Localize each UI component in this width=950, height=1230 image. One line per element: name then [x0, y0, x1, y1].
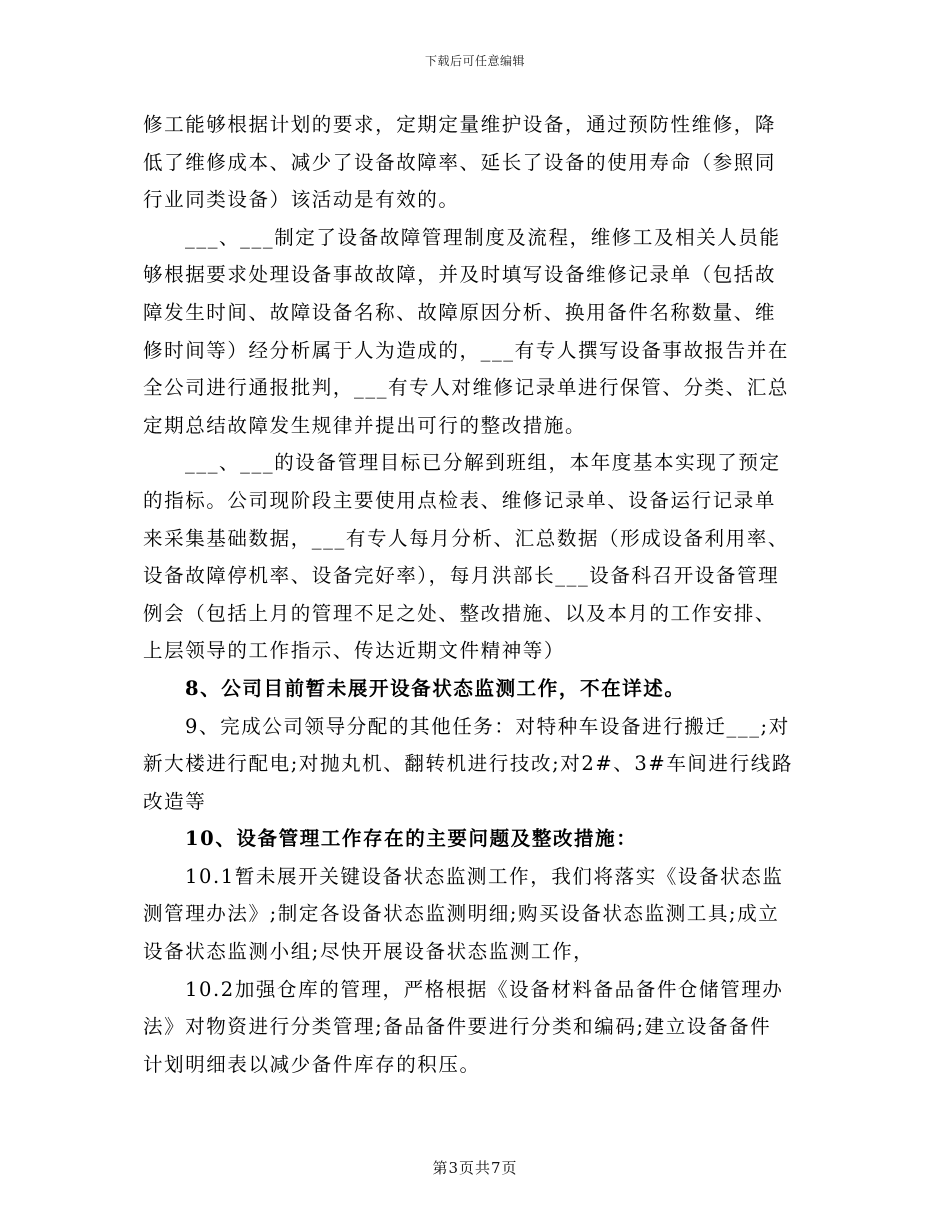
paragraph-line: 新大楼进行配电;对抛丸机、翻转机进行技改;对2#、3#车间进行线路: [143, 752, 793, 776]
section-heading-8: 8、公司目前暂未展开设备状态监测工作，不在详述。: [185, 676, 686, 700]
paragraph-line: 行业同类设备）该活动是有效的。: [143, 188, 460, 212]
paragraph-line: 例会（包括上月的管理不足之处、整改措施、以及本月的工作安排、: [143, 601, 777, 625]
paragraph-line: 测管理办法》;制定各设备状态监测明细;购买设备状态监测工具;成立: [143, 902, 780, 926]
paragraph-line: 法》对物资进行分类管理;备品备件要进行分类和编码;建立设备备件: [143, 1015, 772, 1039]
paragraph-line: 障发生时间、故障设备名称、故障原因分析、换用备件名称数量、维: [143, 300, 777, 324]
paragraph-line: 改造等: [143, 789, 207, 813]
paragraph-line: 修工能够根据计划的要求，定期定量维护设备，通过预防性维修，降: [143, 113, 777, 136]
paragraph-line: 低了维修成本、减少了设备故障率、延长了设备的使用寿命（参照同: [143, 150, 777, 174]
section-heading-10: 10、设备管理工作存在的主要问题及整改措施：: [185, 827, 638, 851]
paragraph-line: 设备故障停机率、设备完好率），每月洪部长___设备科召开设备管理: [143, 564, 780, 588]
document-body: [143, 106, 808, 1083]
paragraph-line: 10.2加强仓库的管理，严格根据《设备材料备品备件仓储管理办: [185, 977, 784, 1001]
paragraph-line: 全公司进行通报批判，___有专人对维修记录单进行保管、分类、汇总: [143, 376, 789, 400]
paragraph-line: 计划明细表以减少备件库存的积压。: [143, 1052, 481, 1076]
paragraph-line: 够根据要求处理设备事故故障，并及时填写设备维修记录单（包括故: [143, 263, 777, 287]
paragraph-line: 来采集基础数据，___有专人每月分析、汇总数据（形成设备利用率、: [143, 526, 789, 550]
paragraph-line: 10.1暂未展开关键设备状态监测工作，我们将落实《设备状态监: [185, 864, 784, 888]
page-number: 第3页共7页: [432, 1159, 518, 1177]
paragraph-line: 设备状态监测小组;尽快开展设备状态监测工作，: [143, 940, 595, 964]
page-header: 下载后可任意编辑: [424, 54, 525, 68]
paragraph-line: 的指标。公司现阶段主要使用点检表、维修记录单、设备运行记录单: [143, 488, 777, 512]
paragraph-line: 修时间等）经分析属于人为造成的，___有专人撰写设备事故报告并在: [143, 338, 789, 362]
paragraph-line: 上层领导的工作指示、传达近期文件精神等）: [143, 639, 566, 663]
paragraph-line: 9、完成公司领导分配的其他任务：对特种车设备进行搬迁___;对: [185, 714, 790, 738]
paragraph-line: ___、___制定了设备故障管理制度及流程，维修工及相关人员能: [185, 225, 781, 249]
paragraph-line: ___、___的设备管理目标已分解到班组，本年度基本实现了预定: [185, 451, 781, 475]
paragraph-line: 定期总结故障发生规律并提出可行的整改措施。: [143, 413, 587, 437]
